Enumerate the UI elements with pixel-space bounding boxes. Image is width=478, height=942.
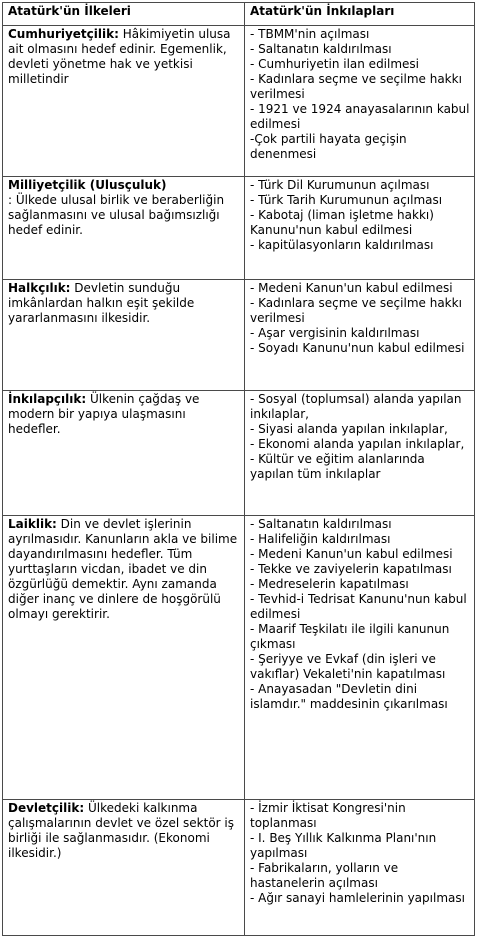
reform-item: - Halifeliğin kaldırılması	[250, 532, 391, 546]
reform-item: - Cumhuriyetin ilan edilmesi	[250, 57, 420, 71]
reform-item: - Maarif Teşkilatı ile ilgili kanunun çıkması	[250, 622, 450, 651]
principle-name: Devletçilik:	[8, 801, 85, 815]
principle-name: Cumhuriyetçilik:	[8, 27, 119, 41]
header-reforms: Atatürk'ün İnkılapları	[245, 3, 475, 26]
reform-item: - Ekonomi alanda yapılan inkılaplar,	[250, 437, 465, 451]
principle-cell	[3, 280, 245, 391]
principle-description: Ülkedeki kalkınma çalışmalarının devlet ve özel sektör iş birliği ile sağlanmasıdır. (Ekonomi ilkesidir.)	[8, 801, 235, 860]
principle-name: İnkılapçılık:	[8, 392, 87, 406]
reform-item: - Medeni Kanun'un kabul edilmesi	[250, 547, 453, 561]
table-row	[3, 177, 475, 280]
reform-item: - 1921 ve 1924 anayasalarının kabul edilmesi	[250, 102, 470, 131]
reform-item: - Anayasadan "Devletin dini islamdır." maddesinin çıkarılması	[250, 682, 448, 711]
reform-item: - kapitülasyonların kaldırılması	[250, 238, 434, 252]
reform-item: - Sosyal (toplumsal) alanda yapılan inkılaplar,	[250, 392, 462, 421]
reform-item: - Şeriyye ve Evkaf (din işleri ve vakıflar) Vekaleti'nin kapatılması	[250, 652, 446, 681]
principle-description: Din ve devlet işlerinin ayrılmasıdır. Kanunların akla ve bilime dayandırılmasını hedefler. Tüm yurttaşların vicdan, ibadet ve din özgürlüğü demektir. Aynı zamanda diğer inanç ve dinlere de hoşgörülü olmayı gerektirir.	[8, 517, 238, 621]
reform-item: - Türk Dil Kurumunun açılması	[250, 178, 430, 192]
reform-item: - Kültür ve eğitim alanlarında yapılan tüm inkılaplar	[250, 452, 425, 481]
reforms-cell	[245, 280, 475, 391]
reform-item: - Tevhid-i Tedrisat Kanunu'nun kabul edilmesi	[250, 592, 467, 621]
principle-cell	[3, 800, 245, 936]
principle-cell	[3, 391, 245, 516]
document	[2, 2, 474, 936]
reforms-cell	[245, 26, 475, 177]
reform-item: -Çok partili hayata geçişin denenmesi	[250, 132, 407, 161]
reform-item: - Kadınlara seçme ve seçilme hakkı verilmesi	[250, 72, 462, 101]
reform-item: - Aşar vergisinin kaldırılması	[250, 326, 420, 340]
reform-item: - I. Beş Yıllık Kalkınma Planı'nın yapılması	[250, 831, 437, 860]
reform-item: - Saltanatın kaldırılması	[250, 517, 392, 531]
reform-item: - TBMM'nin açılması	[250, 27, 370, 41]
principle-cell	[3, 26, 245, 177]
reforms-cell	[245, 516, 475, 800]
table-row	[3, 280, 475, 391]
principle-description: Hâkimiyetin ulusa ait olmasını hedef edinir. Egemenlik, devleti yönetme hak ve yetkisi milletindir	[8, 27, 231, 86]
reform-item: - Türk Tarih Kurumunun açılması	[250, 193, 443, 207]
reform-item: - Ağır sanayi hamlelerinin yapılması	[250, 891, 465, 905]
principle-name: Laiklik:	[8, 517, 57, 531]
principle-description: Ülkenin çağdaş ve modern bir yapıya ulaşmasını hedefler.	[8, 392, 200, 436]
reform-item: - Kadınlara seçme ve seçilme hakkı verilmesi	[250, 296, 462, 325]
principle-name: Halkçılık:	[8, 281, 71, 295]
reform-item: - Soyadı Kanunu'nun kabul edilmesi	[250, 341, 465, 355]
reform-item: - Medreselerin kapatılması	[250, 577, 409, 591]
principle-description: : Ülkede ulusal birlik ve beraberliğin sağlanmasını ve ulusal bağımsızlığı hedef edinir.	[8, 193, 225, 237]
principle-description: Devletin sunduğu imkânlardan halkın eşit şekilde yararlanmasını ilkesidir.	[8, 281, 195, 325]
principle-cell	[3, 516, 245, 800]
reform-item: - Medeni Kanun'un kabul edilmesi	[250, 281, 453, 295]
reform-item: - İzmir İktisat Kongresi'nin toplanması	[250, 801, 406, 830]
header-row	[3, 3, 475, 26]
principles-table	[2, 2, 475, 936]
reform-item: - Tekke ve zaviyelerin kapatılması	[250, 562, 452, 576]
reform-item: - Siyasi alanda yapılan inkılaplar,	[250, 422, 448, 436]
reform-item: - Fabrikaların, yolların ve hastanelerin açılması	[250, 861, 399, 890]
reform-item: - Kabotaj (liman işletme hakkı) Kanunu'nun kabul edilmesi	[250, 208, 434, 237]
header-principles: Atatürk'ün İlkeleri	[3, 3, 245, 26]
reforms-cell	[245, 391, 475, 516]
principle-name: Milliyetçilik (Ulusçuluk)	[8, 178, 167, 192]
reforms-cell	[245, 800, 475, 936]
table-row	[3, 26, 475, 177]
principle-cell	[3, 177, 245, 280]
table-row	[3, 516, 475, 800]
table-row	[3, 800, 475, 936]
table-row	[3, 391, 475, 516]
reforms-cell	[245, 177, 475, 280]
reform-item: - Saltanatın kaldırılması	[250, 42, 392, 56]
